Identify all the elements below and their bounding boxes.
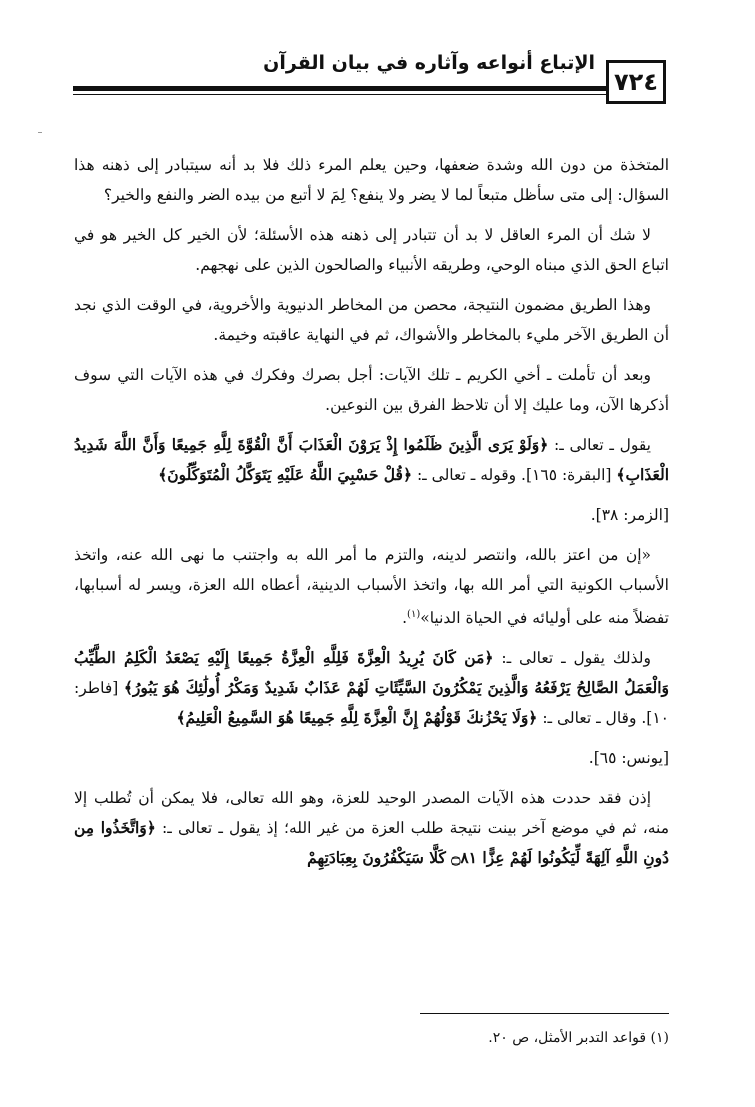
paragraph-6 <box>74 540 669 633</box>
paragraph-7 <box>74 643 669 733</box>
reference-zumar: [الزمر: ٣٨]. <box>590 506 669 524</box>
quran-verse-yunus: ﴿وَلَا يَحْزُنكَ قَوْلُهُمْ إِنَّ الْعِزَّةَ لِلَّهِ جَمِيعًا هُوَ السَّمِيعُ الْعَلِيمُ﴾ <box>176 708 538 728</box>
paragraph-5 <box>74 430 669 490</box>
reference-yunus: [يونس: ٦٥]. <box>588 749 669 768</box>
paragraph-2: لا شك أن المرء العاقل لا بد أن تتبادر إلى ذهنه هذه الأسئلة؛ لأن الخير كل الخير هو في اتباع الحق الذي مبناه الوحي، وطريقه الأنبياء والصالحون الذين على نهجهم. <box>74 226 669 274</box>
p5-intro: يقول ـ تعالى ـ: <box>548 436 651 454</box>
paragraph-8 <box>74 783 669 873</box>
quran-verse-fatir: ﴿مَن كَانَ يُرِيدُ الْعِزَّةَ فَلِلَّهِ الْعِزَّةُ جَمِيعًا إِلَيْهِ يَصْعَدُ الْكَلِمُ الطَّيِّبُ وَالْعَمَلُ الصَّالِحُ يَرْفَعُهُ وَالَّذِينَ يَمْكُرُونَ السَّيِّئَاتِ لَهُمْ عَذَابٌ شَدِيدٌ وَمَكْرُ أُولَٰئِكَ هُوَ يَبُورُ﴾ <box>74 648 669 698</box>
p7-reference: [فاطر: ١٠]. وقال ـ تعالى ـ: <box>74 679 669 728</box>
quote-end: . <box>402 609 408 628</box>
running-title: الإتباع أنواعه وآثاره في بيان القرآن <box>263 52 595 74</box>
page-number: ٧٢٤ <box>606 60 666 104</box>
quran-verse-baqarah: ﴿وَلَوْ يَرَى الَّذِينَ ظَلَمُوا إِذْ يَرَوْنَ الْعَذَابَ أَنَّ الْقُوَّةَ لِلَّهِ جَمِيعًا وَأَنَّ اللَّهَ شَدِيدُ الْعَذَابِ﴾ <box>74 435 669 484</box>
header-rule <box>73 86 606 91</box>
p5-reference: [البقرة: ١٦٥]. وقوله ـ تعالى ـ: <box>412 466 617 484</box>
paragraph-1: المتخذة من دون الله وشدة ضعفها، وحين يعلم المرء ذلك فلا بد أنه سيتبادر إلى ذهنه هذا السؤال: إلى متى سأظل متبعاً لما لا يضر ولا ينفع؟ لِمَ لا أتبع من بيده الضر والنفع والخير؟ <box>74 156 669 204</box>
paragraph-3: وهذا الطريق مضمون النتيجة، محصن من المخاطر الدنيوية والأخروية، في الوقت الذي نجد أن الطريق الآخر مليء بالمخاطر والأشواك، ثم في النهاية عاقبته وخيمة. <box>74 296 669 344</box>
page-header <box>0 0 755 110</box>
margin-mark <box>38 132 42 133</box>
body-text <box>74 150 669 883</box>
footnote: (١) قواعد التدبر الأمثل، ص ٢٠. <box>488 1030 669 1046</box>
quran-verse-maryam: ﴿وَاتَّخَذُوا مِن دُونِ اللَّهِ آلِهَةً لِّيَكُونُوا لَهُمْ عِزًّا ۝٨١ كَلَّا سَيَكْفُرُونَ بِعِبَادَتِهِمْ <box>74 818 669 868</box>
footnote-rule <box>420 1013 669 1014</box>
paragraph-4: وبعد أن تأملت ـ أخي الكريم ـ تلك الآيات: أجل بصرك وفكرك في هذه الآيات التي سوف أذكرها الآن، وما عليك إلا أن تلاحظ الفرق بين النوعين. <box>74 366 669 414</box>
quran-verse-zumar: ﴿قُلْ حَسْبِيَ اللَّهُ عَلَيْهِ يَتَوَكَّلُ الْمُتَوَكِّلُونَ﴾ <box>158 465 413 484</box>
footnote-marker: (١) <box>407 609 421 620</box>
header-rule-thin <box>73 94 606 95</box>
p7-intro: ولذلك يقول ـ تعالى ـ: <box>493 649 651 668</box>
quote-text: «إن من اعتز بالله، وانتصر لدينه، والتزم ما أمر الله به واجتنب ما نهى الله عنه، واتخذ الأسباب الكونية التي أمر الله بها، واتخذ الأسباب الدينية، أعطاه الله العزة، ويسر له أسبابها، تفضلاً منه على أوليائه في الحياة الدنيا» <box>74 546 669 628</box>
p8-text: إذن فقد حددت هذه الآيات المصدر الوحيد للعزة، وهو الله تعالى، فلا يمكن أن تُطلب إلا منه، ثم في موضع آخر بينت نتيجة طلب العزة من غير الله؛ إذ يقول ـ تعالى ـ: <box>74 789 669 838</box>
